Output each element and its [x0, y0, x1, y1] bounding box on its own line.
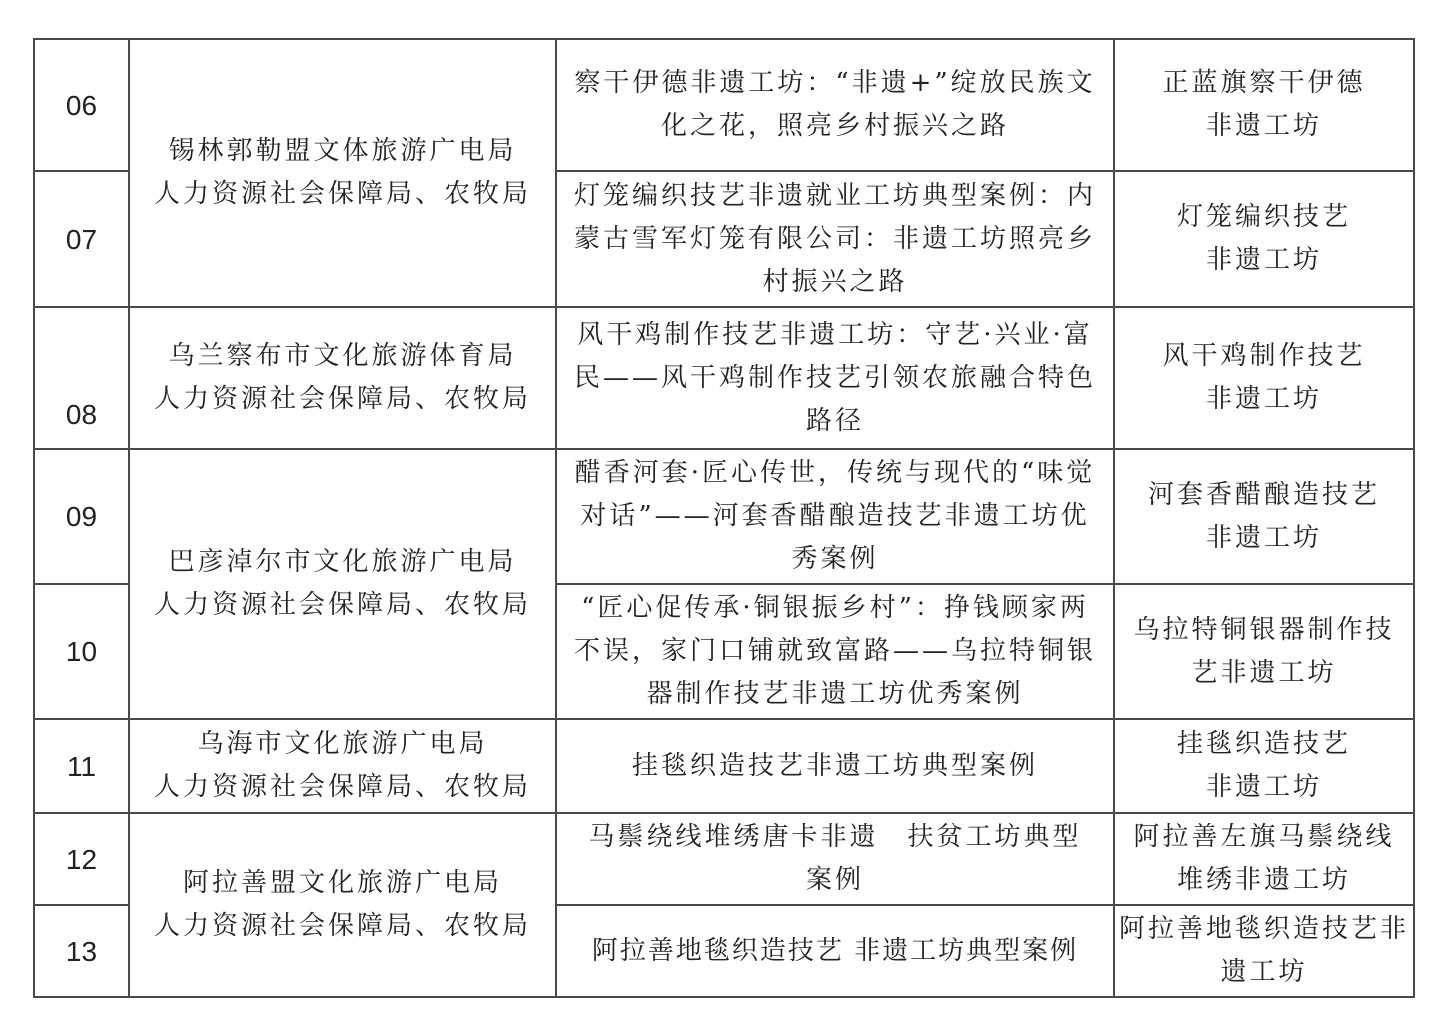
row-number: 11	[34, 719, 129, 813]
organizer-cell: 巴彦淖尔市文化旅游广电局 人力资源社会保障局、农牧局	[129, 449, 556, 719]
row-number: 12	[34, 813, 129, 905]
organizer-cell: 乌海市文化旅游广电局 人力资源社会保障局、农牧局	[129, 719, 556, 813]
case-title-cell: 马鬃绕线堆绣唐卡非遗 扶贫工坊典型案例	[556, 813, 1114, 905]
workshop-cell: 乌拉特铜银器制作技艺非遗工坊	[1114, 584, 1414, 719]
case-title-cell: 察干伊德非遗工坊：“非遗+”绽放民族文化之花，照亮乡村振兴之路	[556, 39, 1114, 171]
workshop-cell: 阿拉善左旗马鬃绕线堆绣非遗工坊	[1114, 813, 1414, 905]
cases-table	[33, 38, 1415, 998]
case-title-cell: 阿拉善地毯织造技艺 非遗工坊典型案例	[556, 905, 1114, 997]
table-row	[34, 449, 1414, 584]
workshop-cell: 阿拉善地毯织造技艺非遗工坊	[1114, 905, 1414, 997]
row-number: 08	[34, 307, 129, 449]
row-number: 09	[34, 449, 129, 584]
row-number: 07	[34, 171, 129, 307]
table-row	[34, 719, 1414, 813]
table-row	[34, 813, 1414, 905]
row-number: 13	[34, 905, 129, 997]
organizer-cell: 阿拉善盟文化旅游广电局 人力资源社会保障局、农牧局	[129, 813, 556, 997]
workshop-cell: 河套香醋酿造技艺非遗工坊	[1114, 449, 1414, 584]
workshop-cell: 正蓝旗察干伊德非遗工坊	[1114, 39, 1414, 171]
workshop-cell: 灯笼编织技艺非遗工坊	[1114, 171, 1414, 307]
workshop-cell: 挂毯织造技艺非遗工坊	[1114, 719, 1414, 813]
case-title-cell: 醋香河套·匠心传世，传统与现代的“味觉对话”——河套香醋酿造技艺非遗工坊优秀案例	[556, 449, 1114, 584]
organizer-cell: 乌兰察布市文化旅游体育局 人力资源社会保障局、农牧局	[129, 307, 556, 449]
case-title-cell: 挂毯织造技艺非遗工坊典型案例	[556, 719, 1114, 813]
case-title-cell: “匠心促传承·铜银振乡村”：挣钱顾家两不误，家门口铺就致富路——乌拉特铜银器制作技艺非遗工坊优秀案例	[556, 584, 1114, 719]
table-row	[34, 307, 1414, 449]
row-number: 06	[34, 39, 129, 171]
row-number: 10	[34, 584, 129, 719]
case-title-cell: 风干鸡制作技艺非遗工坊：守艺·兴业·富民——风干鸡制作技艺引领农旅融合特色路径	[556, 307, 1114, 449]
workshop-cell: 风干鸡制作技艺非遗工坊	[1114, 307, 1414, 449]
organizer-cell: 锡林郭勒盟文体旅游广电局 人力资源社会保障局、农牧局	[129, 39, 556, 307]
case-title-cell: 灯笼编织技艺非遗就业工坊典型案例：内蒙古雪军灯笼有限公司：非遗工坊照亮乡村振兴之路	[556, 171, 1114, 307]
table-row	[34, 39, 1414, 171]
